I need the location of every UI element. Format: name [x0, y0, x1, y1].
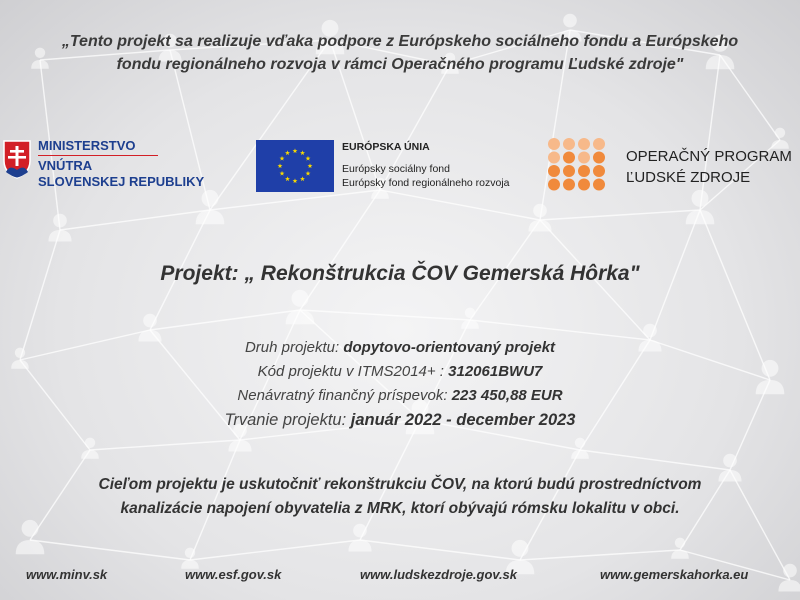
network-link [520, 550, 680, 560]
ministry-name-line-1: MINISTERSTVO [38, 138, 158, 156]
project-title: Projekt: „ Rekonštrukcia ČOV Gemerská Hôrka" [160, 262, 640, 285]
link-minv[interactable]: www.minv.sk [26, 567, 108, 582]
detail-code-label: Kód projektu v ITMS2014+ : [257, 363, 444, 380]
detail-row-type [0, 336, 800, 360]
eu-fund-line-1: Európsky sociálny fond [342, 163, 450, 175]
detail-duration-value: január 2022 - december 2023 [350, 411, 576, 429]
detail-type-value: dopytovo-orientovaný projekt [343, 339, 556, 356]
network-link [90, 440, 240, 450]
ministry-logo [0, 135, 230, 195]
ministry-name-line-3: SLOVENSKEJ REPUBLIKY [38, 174, 205, 189]
person-icon [81, 438, 99, 459]
project-goal-line-2: kanalizácie napojení obyvatelia z MRK, ktorí obývajú rómsku lokalitu v obci. [120, 500, 680, 517]
network-link [210, 190, 380, 210]
op-dot [593, 152, 605, 164]
detail-grant-label: Nenávratný finančný príspevok: [237, 387, 448, 404]
funding-statement [0, 30, 800, 76]
op-dot [578, 152, 590, 164]
op-dot [548, 152, 560, 164]
network-link [540, 210, 700, 220]
eu-fund-line-2: Európsky fond regionálneho rozvoja [342, 177, 510, 189]
orange-dots-icon [546, 136, 610, 194]
project-goal [0, 473, 800, 521]
network-link [360, 540, 520, 560]
person-icon [348, 524, 371, 552]
op-dot [548, 138, 560, 150]
footer-links [0, 567, 800, 587]
detail-row-duration [0, 408, 800, 432]
funding-statement-line-2: fondu regionálneho rozvoja v rámci Operačného programu Ľudské zdroje" [116, 56, 684, 73]
op-name-line-1: OPERAČNÝ PROGRAM [626, 148, 792, 165]
op-dot [563, 138, 575, 150]
op-dot [548, 165, 560, 177]
detail-row-code [0, 360, 800, 384]
eu-flag-icon [256, 140, 334, 192]
op-dot [593, 179, 605, 191]
detail-type-label: Druh projektu: [244, 339, 340, 356]
op-dot [563, 179, 575, 191]
eu-title: EURÓPSKA ÚNIA [342, 141, 430, 153]
link-ludske-zdroje[interactable]: www.ludskezdroje.gov.sk [360, 567, 518, 582]
funding-statement-line-1: „Tento projekt sa realizuje vďaka podpore z Európskeho sociálneho fondu a Európskeho [61, 33, 739, 50]
slovak-coat-of-arms-icon [2, 139, 32, 179]
detail-code-value: 312061BWU7 [448, 363, 543, 380]
link-esf[interactable]: www.esf.gov.sk [185, 567, 282, 582]
link-gemerska-horka[interactable]: www.gemerskahorka.eu [600, 567, 749, 582]
op-dot [563, 165, 575, 177]
op-dot [593, 138, 605, 150]
network-link [150, 310, 300, 330]
network-link [380, 190, 540, 220]
detail-row-grant [0, 384, 800, 408]
detail-grant-value: 223 450,88 EUR [451, 387, 563, 404]
op-dot [578, 165, 590, 177]
network-link [30, 540, 190, 560]
network-link [300, 190, 380, 310]
op-dot [593, 165, 605, 177]
network-link [190, 540, 360, 560]
detail-duration-label: Trvanie projektu: [224, 411, 347, 429]
ministry-name-line-2: VNÚTRA [38, 158, 93, 173]
network-link [580, 450, 730, 470]
op-human-resources-logo [546, 136, 800, 196]
network-link [300, 310, 470, 320]
eu-logo [256, 140, 526, 192]
op-name-line-2: ĽUDSKÉ ZDROJE [626, 169, 751, 186]
network-link [60, 210, 210, 230]
project-goal-line-1: Cieľom projektu je uskutočniť rekonštrukciu ČOV, na ktorú budú prostredníctvom [98, 476, 702, 493]
op-dot [563, 152, 575, 164]
op-dot [578, 138, 590, 150]
op-dot [548, 179, 560, 191]
project-details [0, 336, 800, 432]
op-dot [578, 179, 590, 191]
